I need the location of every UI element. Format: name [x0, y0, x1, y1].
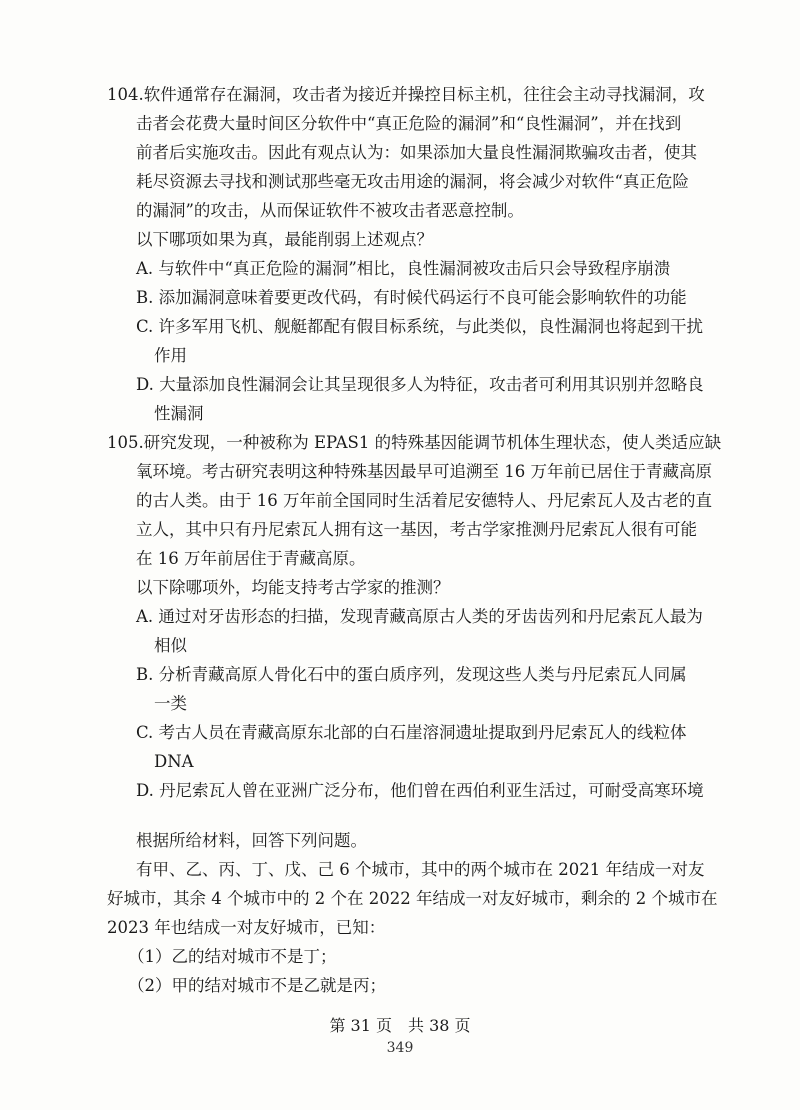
q104-option-b[interactable]: B. 添加漏洞意味着要更改代码，有时候代码运行不良可能会影响软件的功能 [136, 288, 687, 307]
q104-stem-line-2: 击者会花费大量时间区分软件中“真正危险的漏洞”和“良性漏洞”，并在找到 [136, 114, 682, 133]
q105-stem-line-1: 105.研究发现，一种被称为 EPAS1 的特殊基因能调节机体生理状态，使人类适应缺 [107, 433, 722, 452]
condition-2: （2）甲的结对城市不是乙就是丙； [128, 976, 386, 995]
q105-stem-line-3: 的古人类。由于 16 万年前全国同时生活着尼安德特人、丹尼索瓦人及古老的直 [136, 491, 712, 510]
q104-option-a[interactable]: A. 与软件中“真正危险的漏洞”相比，良性漏洞被攻击后只会导致程序崩溃 [136, 259, 671, 278]
q105-option-a-cont: 相似 [154, 636, 187, 655]
q105-option-a[interactable]: A. 通过对牙齿形态的扫描，发现青藏高原古人类的牙齿齿列和丹尼索瓦人最为 [136, 607, 703, 626]
material-para-line-3: 2023 年也结成一对友好城市，已知： [107, 918, 386, 937]
q104-question: 以下哪项如果为真，最能削弱上述观点？ [136, 230, 433, 249]
q105-option-b-cont: 一类 [154, 694, 187, 713]
q105-option-d[interactable]: D. 丹尼索瓦人曾在亚洲广泛分布，他们曾在西伯利亚生活过，可耐受高寒环境 [136, 781, 704, 800]
q104-stem-line-5: 的漏洞”的攻击，从而保证软件不被攻击者恶意控制。 [136, 201, 524, 220]
q105-stem-line-4: 立人，其中只有丹尼索瓦人拥有这一基因，考古学家推测丹尼索瓦人很有可能 [136, 520, 697, 539]
q105-option-c[interactable]: C. 考古人员在青藏高原东北部的白石崖溶洞遗址提取到丹尼索瓦人的线粒体 [136, 723, 687, 742]
q104-stem-line-4: 耗尽资源去寻找和测试那些毫无攻击用途的漏洞，将会减少对软件“真正危险 [136, 172, 689, 191]
q104-option-c[interactable]: C. 许多军用飞机、舰艇都配有假目标系统，与此类似，良性漏洞也将起到干扰 [136, 317, 704, 336]
q105-question: 以下除哪项外，均能支持考古学家的推测？ [136, 578, 450, 597]
q105-stem-line-2: 氧环境。考古研究表明这种特殊基因最早可追溯至 16 万年前已居住于青藏高原 [136, 462, 712, 481]
q104-stem-line-3: 前者后实施攻击。因此有观点认为：如果添加大量良性漏洞欺骗攻击者，使其 [136, 143, 697, 162]
q104-number: 104. [107, 85, 144, 104]
page-indicator: 第 31 页 共 38 页 [329, 1016, 471, 1035]
q105-number: 105. [107, 433, 144, 452]
material-para-line-2: 好城市，其余 4 个城市中的 2 个在 2022 年结成一对友好城市，剩余的 2 个城市在 [107, 889, 718, 908]
q104-stem-line-1: 104.软件通常存在漏洞，攻击者为接近并操控目标主机，往往会主动寻找漏洞，攻 [107, 85, 705, 104]
condition-1: （1）乙的结对城市不是丁； [128, 947, 337, 966]
q105-option-b[interactable]: B. 分析青藏高原人骨化石中的蛋白质序列，发现这些人类与丹尼索瓦人同属 [136, 665, 687, 684]
material-para-line-1: 有甲、乙、丙、丁、戊、己 6 个城市，其中的两个城市在 2021 年结成一对友 [136, 860, 705, 879]
q105-stem-line-5: 在 16 万年前居住于青藏高原。 [136, 549, 366, 568]
q104-option-c-cont: 作用 [154, 346, 187, 365]
material-intro: 根据所给材料，回答下列问题。 [136, 831, 367, 850]
q105-option-c-cont: DNA [154, 752, 194, 771]
q104-option-d[interactable]: D. 大量添加良性漏洞会让其呈现很多人为特征，攻击者可利用其识别并忽略良 [136, 375, 704, 394]
page-number: 349 [386, 1040, 414, 1056]
q104-option-d-cont: 性漏洞 [154, 404, 204, 423]
